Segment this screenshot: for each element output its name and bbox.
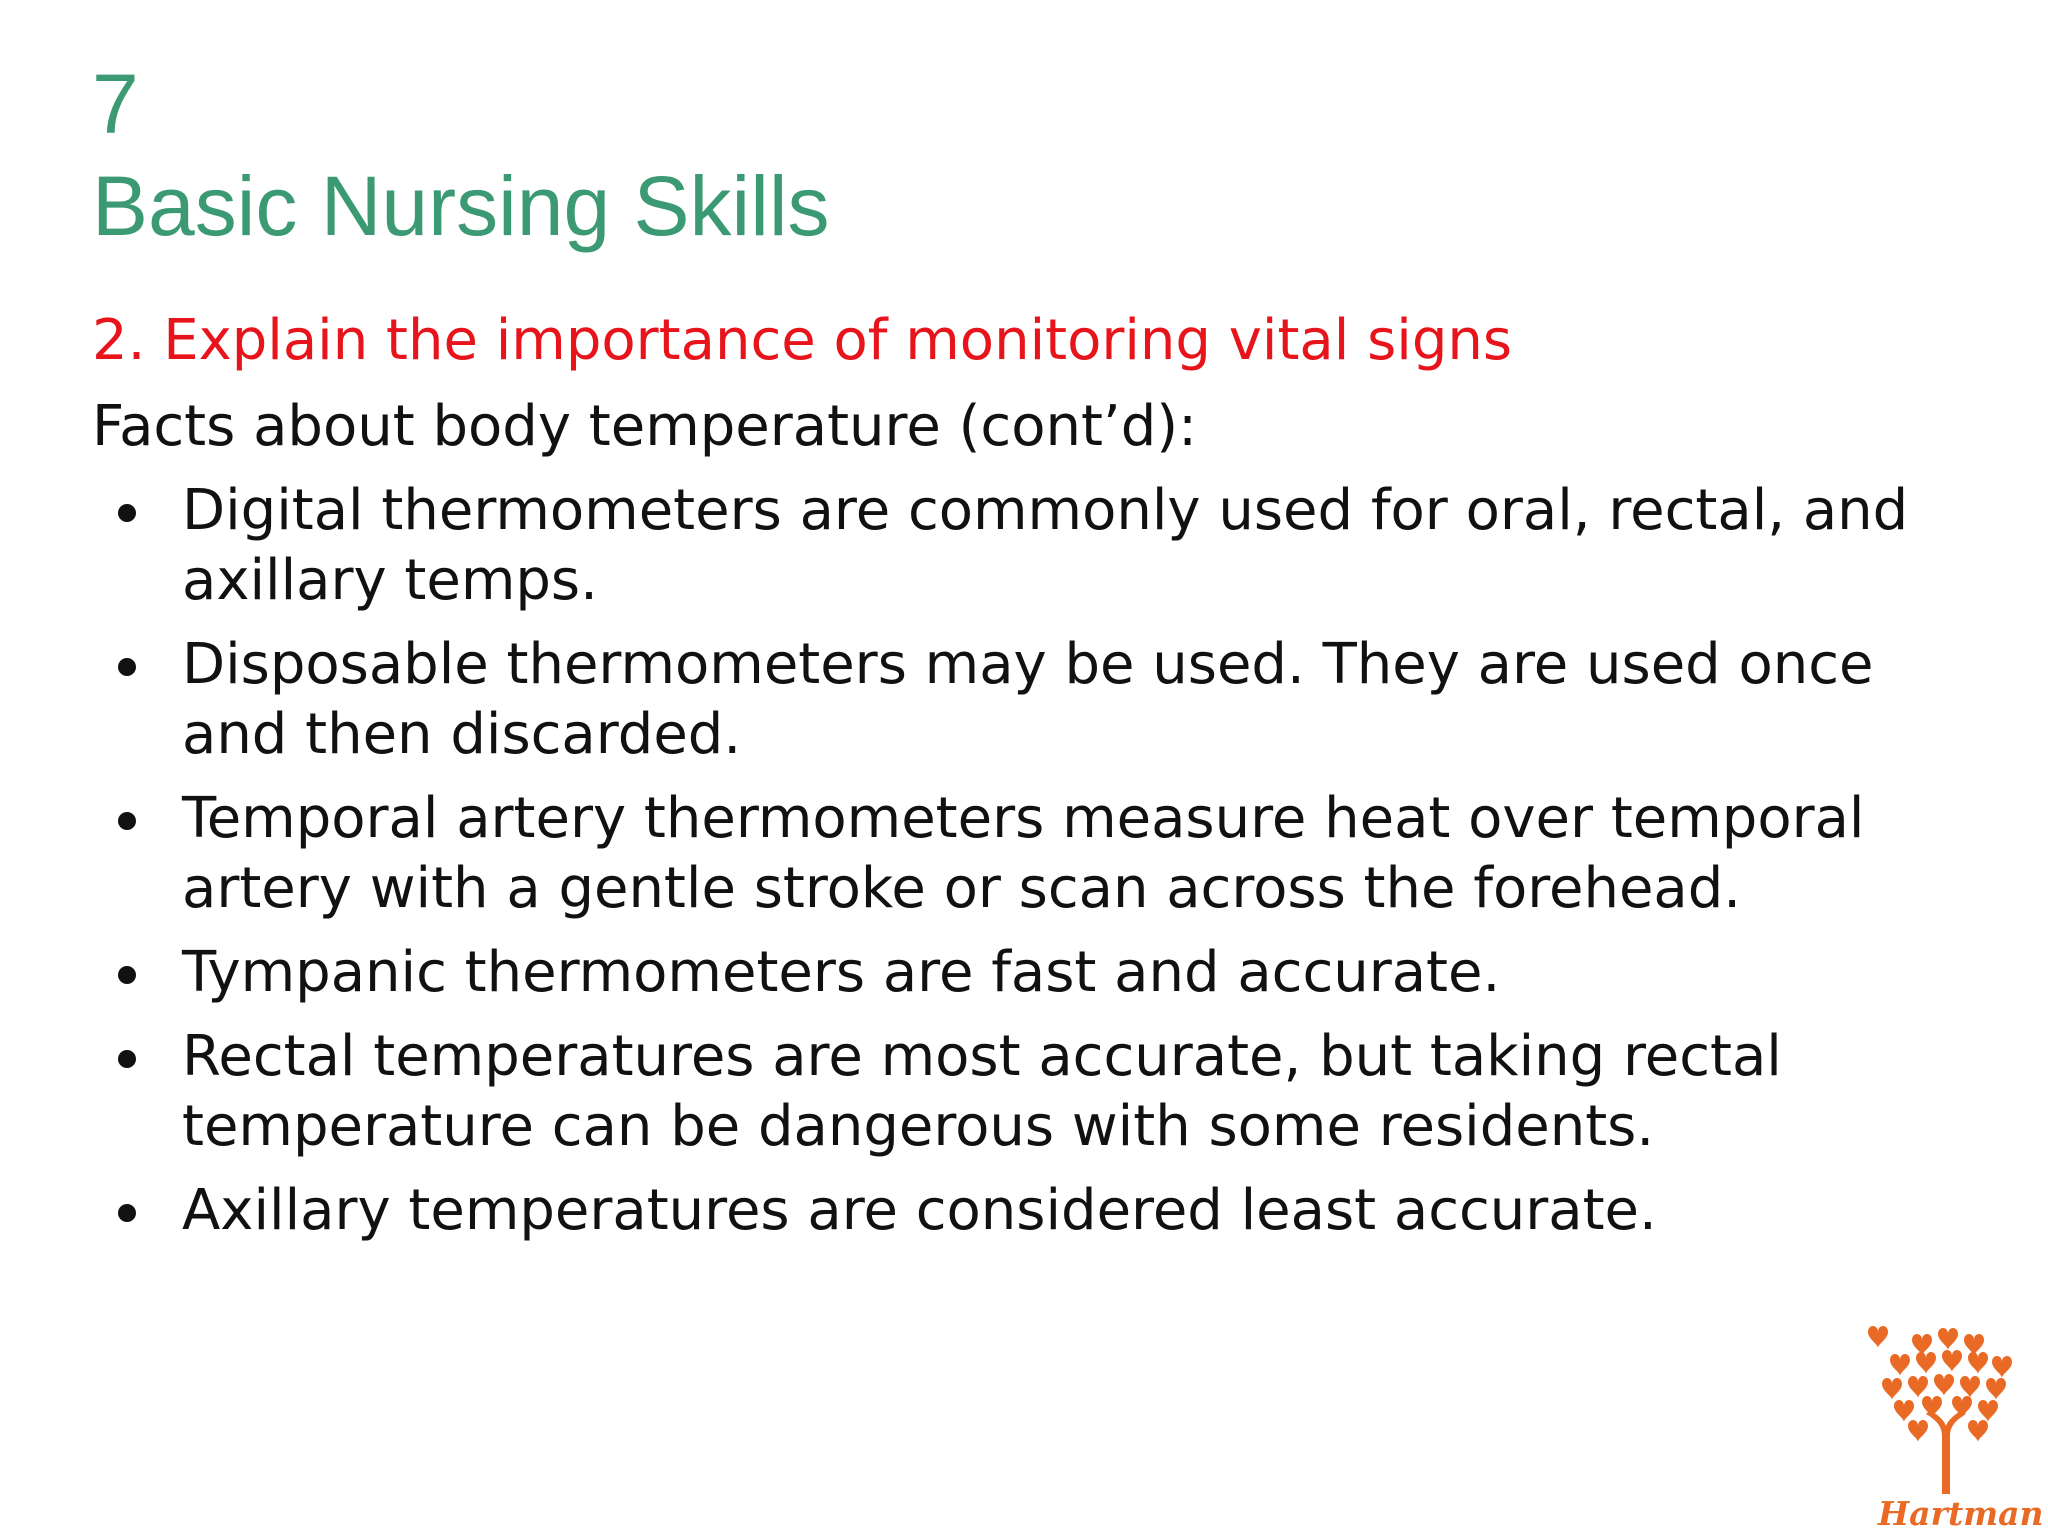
- bullet-text: Axillary temperatures are considered least accurate.: [182, 1178, 1657, 1243]
- bullet-text: Tympanic thermometers are fast and accurate.: [182, 940, 1501, 1005]
- bullet-icon: [118, 966, 136, 984]
- bullet-item: [0, 630, 2000, 770]
- bullet-item: [0, 476, 2000, 616]
- bullet-item: [0, 1176, 2000, 1246]
- bullet-text: and then discarded.: [182, 702, 742, 767]
- bullet-item: [0, 1022, 2000, 1162]
- bullet-text: Disposable thermometers may be used. They are used once: [182, 632, 1874, 697]
- bullet-icon: [118, 504, 136, 522]
- bullet-icon: [118, 658, 136, 676]
- bullet-icon: [118, 812, 136, 830]
- bullet-text: Temporal artery thermometers measure heat over temporal: [182, 786, 1865, 851]
- bullet-item: [0, 784, 2000, 924]
- intro-text: Facts about body temperature (cont’d):: [92, 394, 1197, 459]
- bullet-text: axillary temps.: [182, 548, 598, 613]
- bullet-text: Rectal temperatures are most accurate, but taking rectal: [182, 1024, 1782, 1089]
- bullet-icon: [118, 1050, 136, 1068]
- chapter-number: 7: [92, 57, 139, 151]
- bullet-text: artery with a gentle stroke or scan across the forehead.: [182, 856, 1742, 921]
- heart-tree-icon: [1868, 1326, 2028, 1494]
- learning-objective: 2. Explain the importance of monitoring vital signs: [92, 308, 1513, 373]
- logo-text: Hartman: [1878, 1494, 2044, 1533]
- bullet-item: [0, 938, 2000, 1008]
- hartman-logo: [1868, 1326, 2044, 1536]
- bullet-icon: [118, 1204, 136, 1222]
- chapter-title: Basic Nursing Skills: [92, 159, 830, 253]
- bullet-text: temperature can be dangerous with some residents.: [182, 1094, 1655, 1159]
- bullet-list: [0, 476, 2000, 1260]
- bullet-text: Digital thermometers are commonly used for oral, rectal, and: [182, 478, 1909, 543]
